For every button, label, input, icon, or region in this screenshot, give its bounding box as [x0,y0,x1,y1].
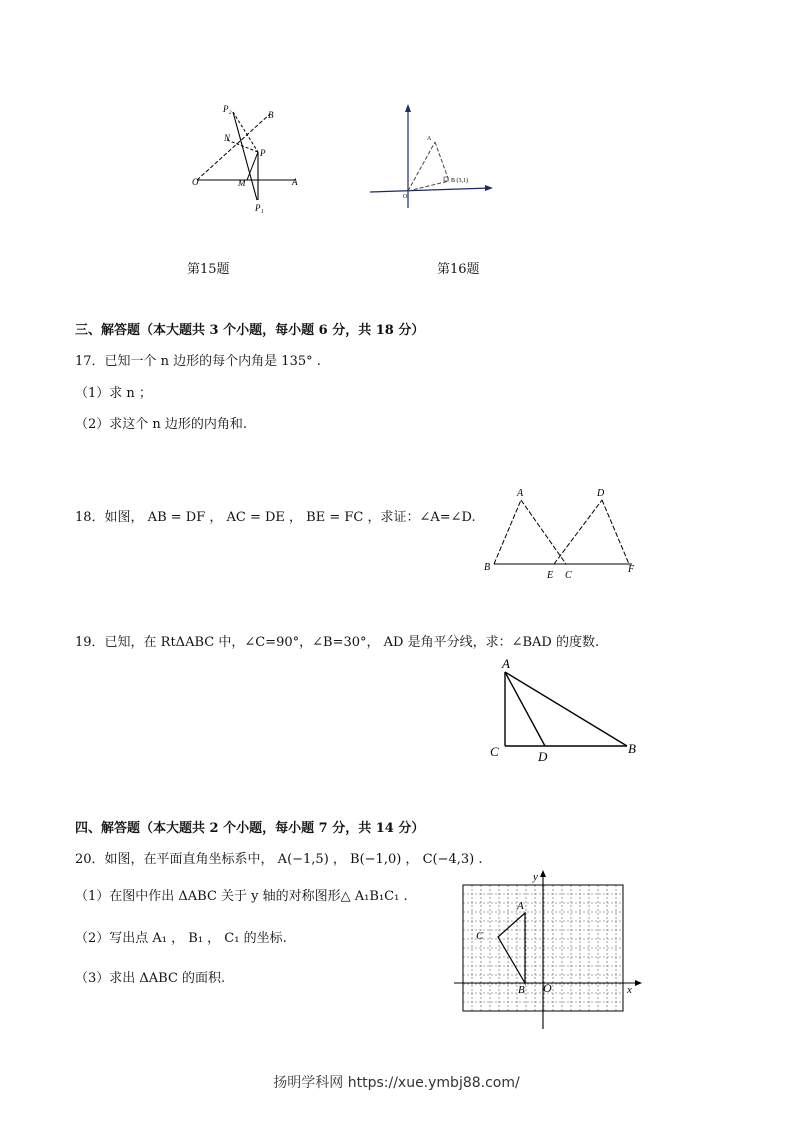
q20-part2: （2）写出点 A₁ ， B₁ ， C₁ 的坐标. [75,931,287,946]
section4-heading: 四、解答题（本大题共 2 个小题，每小题 7 分，共 14 分） [75,821,425,836]
fig18-label-c: C [565,570,572,581]
fig16-label-o: O [403,194,408,200]
figure-18 [478,482,648,582]
fig16-label-b: B (3,1) [451,178,468,184]
fig15-label-o: O [192,177,199,187]
fig18-label-d: D [597,488,605,499]
fig15-label-p2: P₂ [223,104,232,114]
figure-19 [485,652,645,767]
fig18-label-a: A [517,488,524,499]
fig18-label-b: B [484,562,491,573]
fig20-label-b: B [518,984,525,996]
q17-part1: （1）求 n ； [75,386,152,401]
fig19-label-b: B [628,741,636,756]
fig15-label-p1: P₁ [255,203,264,213]
fig19-label-c: C [490,744,499,759]
fig16-label-a: A [427,136,432,142]
q17-part2: （2）求这个 n 边形的内角和. [75,417,248,432]
q18-stem: 18．如图， AB = DF ， AC = DE ， BE = FC ，求证：∠A=∠D. [75,510,476,525]
fig16-caption: 第16题 [437,262,480,277]
q20-part1: （1）在图中作出 ΔABC 关于 y 轴的对称图形△ A₁B₁C₁ . [75,889,408,904]
fig20-label-x: x [627,984,632,996]
fig15-label-a: A [292,177,298,187]
footer-url[interactable]: 扬明学科网 https://xue.ymbj88.com/ [273,1075,520,1091]
section3-heading: 三、解答题（本大题共 3 个小题，每小题 6 分，共 18 分） [75,323,425,338]
q19-stem: 19．已知，在 RtΔABC 中，∠C=90°，∠B=30°， AD 是角平分线，求：∠BAD 的度数. [75,635,600,650]
fig20-label-o: O [543,981,552,995]
figure-20-grid [452,868,644,1032]
fig19-label-d: D [538,749,548,764]
fig15-caption: 第15题 [187,262,230,277]
figure-16 [365,100,495,210]
fig15-label-n: N [224,133,231,143]
fig20-label-c: C [476,930,484,942]
fig19-label-a: A [502,656,510,671]
fig15-label-b: B [268,110,274,120]
fig18-label-e: E [547,570,554,581]
figure-15 [185,100,310,218]
fig20-label-a: A [517,900,524,912]
q20-part3: （3）求出 ΔABC 的面积. [75,971,226,986]
fig20-label-y: y [533,871,538,883]
fig18-label-f: F [628,564,635,575]
fig15-label-m: M [238,178,246,188]
q17-stem: 17．已知一个 n 边形的每个内角是 135° . [75,354,321,369]
fig15-label-p: P [260,148,266,158]
q20-stem: 20．如图，在平面直角坐标系中， A(−1,5) ， B(−1,0) ， C(−4,3) . [75,852,483,867]
